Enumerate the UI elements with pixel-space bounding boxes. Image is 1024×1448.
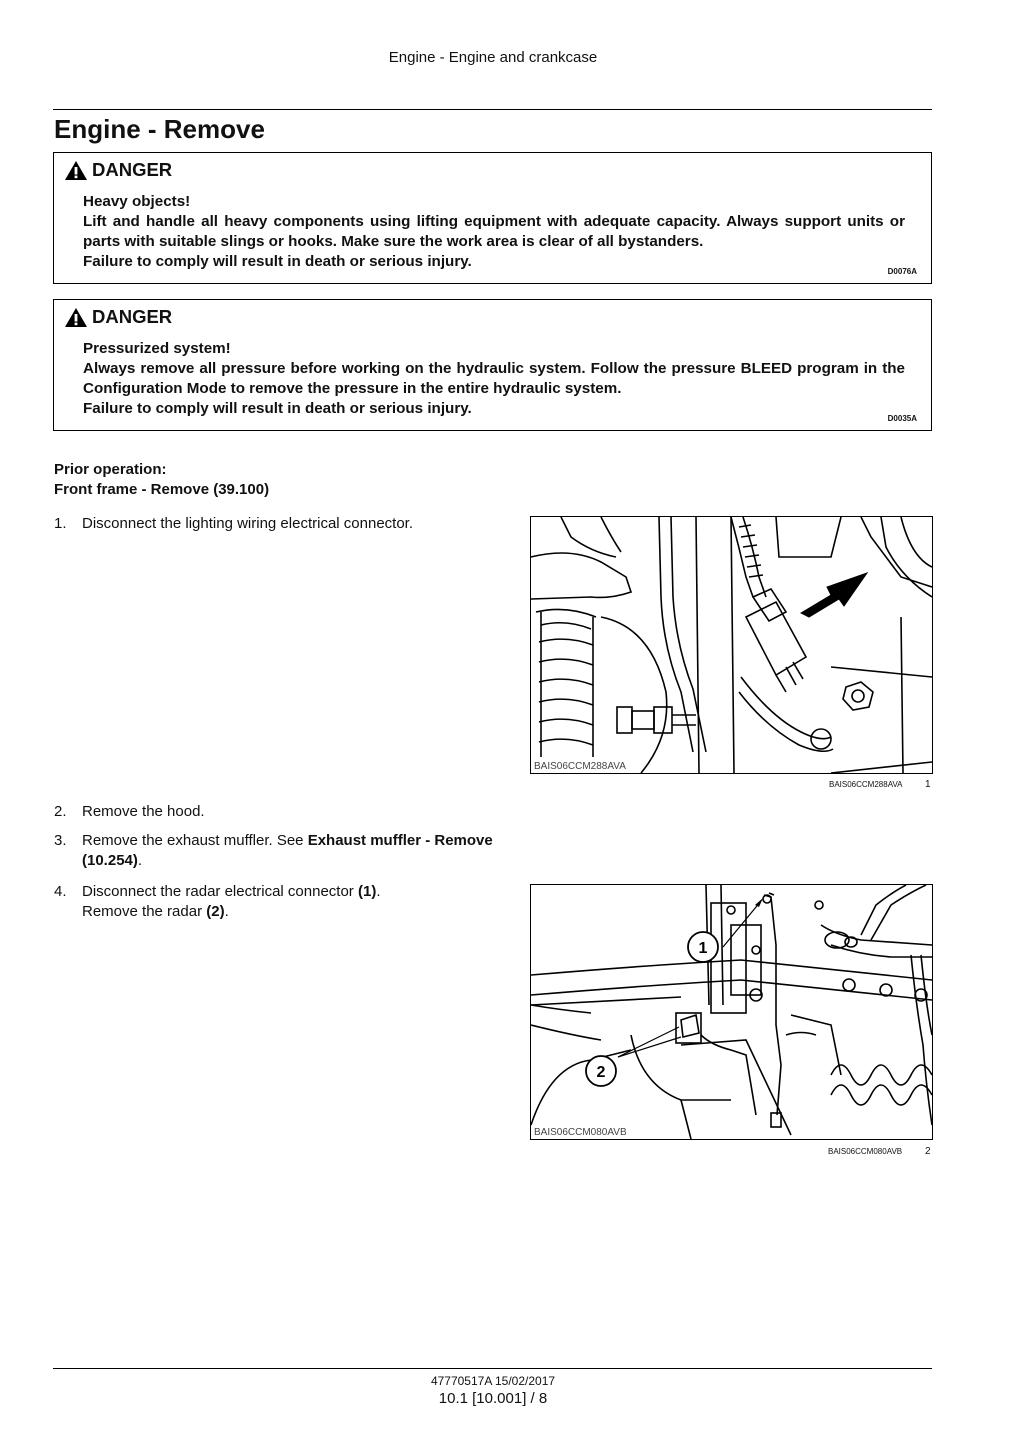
- danger-consequence: Failure to comply will result in death or serious injury.: [83, 400, 472, 417]
- step-text: Remove the hood.: [82, 803, 205, 820]
- lighting-connector-illustration: [531, 517, 932, 773]
- warning-triangle-icon: [64, 307, 88, 328]
- figure-1-caption: BAIS06CCM288AVA: [829, 780, 903, 789]
- danger-text: [83, 339, 905, 419]
- step-text: [82, 882, 499, 922]
- figure-2-number: 2: [925, 1146, 931, 1157]
- figure-2-caption: BAIS06CCM080AVB: [828, 1147, 903, 1156]
- danger-label: DANGER: [92, 159, 173, 180]
- prior-operation-label: Prior operation:: [54, 461, 167, 478]
- running-header: Engine - Engine and crankcase: [388, 49, 598, 66]
- step-text-part: .: [224, 903, 229, 920]
- radar-illustration: [531, 885, 932, 1139]
- step-number: 2.: [54, 803, 67, 820]
- callout-ref-1: (1): [357, 883, 377, 900]
- step-text-part: .: [137, 852, 143, 869]
- page-title: Engine - Remove: [54, 114, 265, 144]
- footer-rule: [53, 1368, 932, 1369]
- danger-subject: Pressurized system!: [83, 340, 231, 357]
- figure-embedded-label: BAIS06CCM288AVA: [534, 761, 626, 772]
- page-number: 10.1 [10.001] / 8: [438, 1390, 548, 1407]
- step-text-part: Remove the radar: [82, 903, 207, 920]
- step-4: [54, 882, 499, 922]
- danger-heading: [64, 306, 172, 328]
- step-text-part: .: [376, 883, 381, 900]
- step-number: 3.: [54, 832, 67, 849]
- danger-subject: Heavy objects!: [83, 193, 191, 210]
- danger-notice-heavy-objects: [53, 152, 932, 284]
- prior-operation-link[interactable]: Front frame - Remove (39.100): [54, 481, 270, 498]
- step-number: 4.: [54, 883, 67, 900]
- danger-notice-pressurized-system: [53, 299, 932, 431]
- step-text: Disconnect the lighting wiring electrical connector.: [82, 515, 414, 532]
- step-1: [54, 514, 499, 534]
- figure-1-number: 1: [925, 779, 931, 790]
- step-text-part: Disconnect the radar electrical connector: [82, 883, 358, 900]
- figure-1-lighting-connector: [530, 516, 933, 774]
- callout-1: 1: [698, 940, 708, 957]
- warning-triangle-icon: [64, 160, 88, 181]
- figure-embedded-label: BAIS06CCM080AVB: [534, 1127, 627, 1138]
- cross-reference-exhaust-muffler[interactable]: Exhaust muffler - Remove (10.254): [82, 832, 493, 869]
- danger-label: DANGER: [92, 306, 173, 327]
- callout-ref-2: (2): [206, 903, 225, 920]
- step-3: [54, 831, 499, 871]
- danger-code: D0076A: [887, 267, 917, 276]
- step-text-part: Remove the exhaust muffler. See: [82, 832, 308, 849]
- step-number: 1.: [54, 515, 67, 532]
- danger-text: [83, 192, 905, 272]
- danger-instruction: Lift and handle all heavy components using lifting equipment with adequate capacity. Always support units or parts with suitable slings or hooks. Make sure the work area is clear of all bystanders.: [83, 213, 905, 250]
- step-2: [54, 802, 499, 822]
- step-text: [82, 831, 499, 871]
- danger-instruction: Always remove all pressure before working on the hydraulic system. Follow the pressure BLEED program in the Configuration Mode to remove the pressure in the entire hydraulic system.: [83, 360, 905, 397]
- prior-operation: [54, 460, 269, 500]
- danger-consequence: Failure to comply will result in death or serious injury.: [83, 253, 472, 270]
- document-code: 47770517A 15/02/2017: [430, 1374, 556, 1388]
- danger-code: D0035A: [887, 414, 917, 423]
- figure-2-radar: [530, 884, 933, 1140]
- callout-2: 2: [596, 1064, 606, 1081]
- header-rule: [53, 109, 932, 110]
- danger-heading: [64, 159, 172, 181]
